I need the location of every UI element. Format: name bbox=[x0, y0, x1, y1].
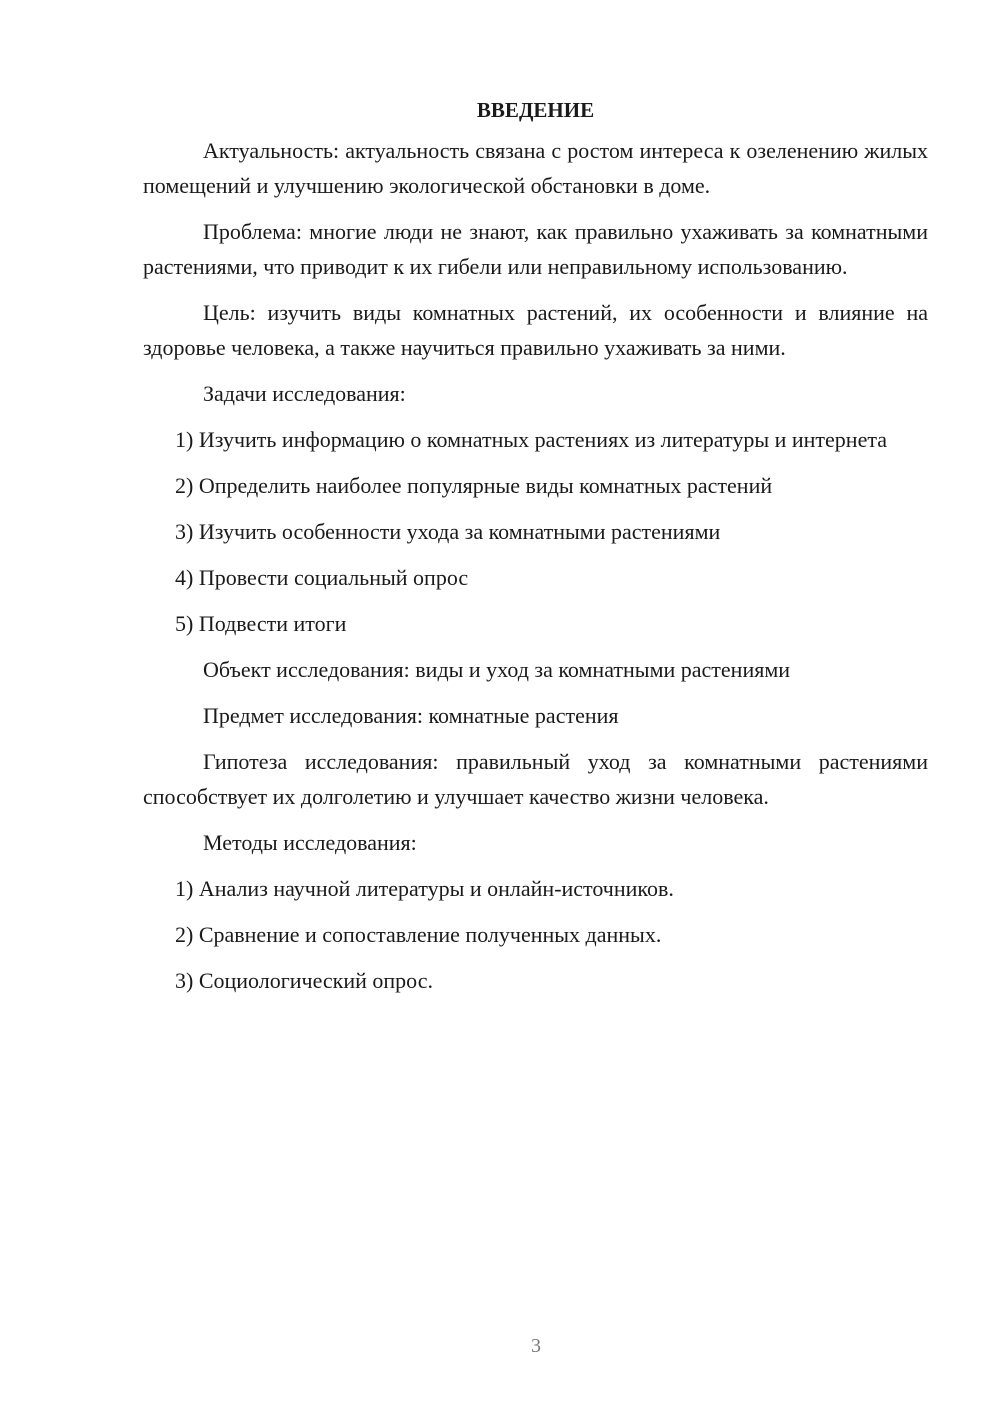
subject-paragraph: Предмет исследования: комнатные растения bbox=[203, 703, 619, 728]
task-item: 2) Определить наиболее популярные виды комнатных растений bbox=[175, 473, 773, 498]
problem-paragraph: Проблема: многие люди не знают, как правильно ухаживать за комнатными растениями, что приводит к их гибели или неправильному использованию. bbox=[143, 219, 928, 279]
section-heading: ВВЕДЕНИЕ bbox=[476, 98, 595, 122]
object-paragraph: Объект исследования: виды и уход за комнатными растениями bbox=[203, 657, 791, 682]
method-item: 2) Сравнение и сопоставление полученных данных. bbox=[175, 922, 662, 947]
methods-title: Методы исследования: bbox=[203, 830, 417, 855]
method-item: 1) Анализ научной литературы и онлайн-источников. bbox=[175, 876, 674, 901]
method-item: 3) Социологический опрос. bbox=[175, 968, 433, 993]
task-item: 3) Изучить особенности ухода за комнатными растениями bbox=[175, 519, 721, 544]
task-item: 1) Изучить информацию о комнатных растениях из литературы и интернета bbox=[175, 427, 887, 452]
relevance-paragraph: Актуальность: актуальность связана с ростом интереса к озеленению жилых помещений и улучшению экологической обстановки в доме. bbox=[143, 138, 928, 198]
task-item: 5) Подвести итоги bbox=[175, 611, 347, 636]
tasks-title: Задачи исследования: bbox=[203, 381, 406, 406]
goal-paragraph: Цель: изучить виды комнатных растений, их особенности и влияние на здоровье человека, а также научиться правильно ухаживать за ними. bbox=[143, 300, 928, 360]
page-number: 3 bbox=[531, 1335, 541, 1357]
page-content bbox=[143, 93, 928, 1009]
task-item: 4) Провести социальный опрос bbox=[175, 565, 469, 590]
hypothesis-paragraph: Гипотеза исследования: правильный уход за комнатными растениями способствует их долголетию и улучшает качество жизни человека. bbox=[143, 749, 928, 809]
